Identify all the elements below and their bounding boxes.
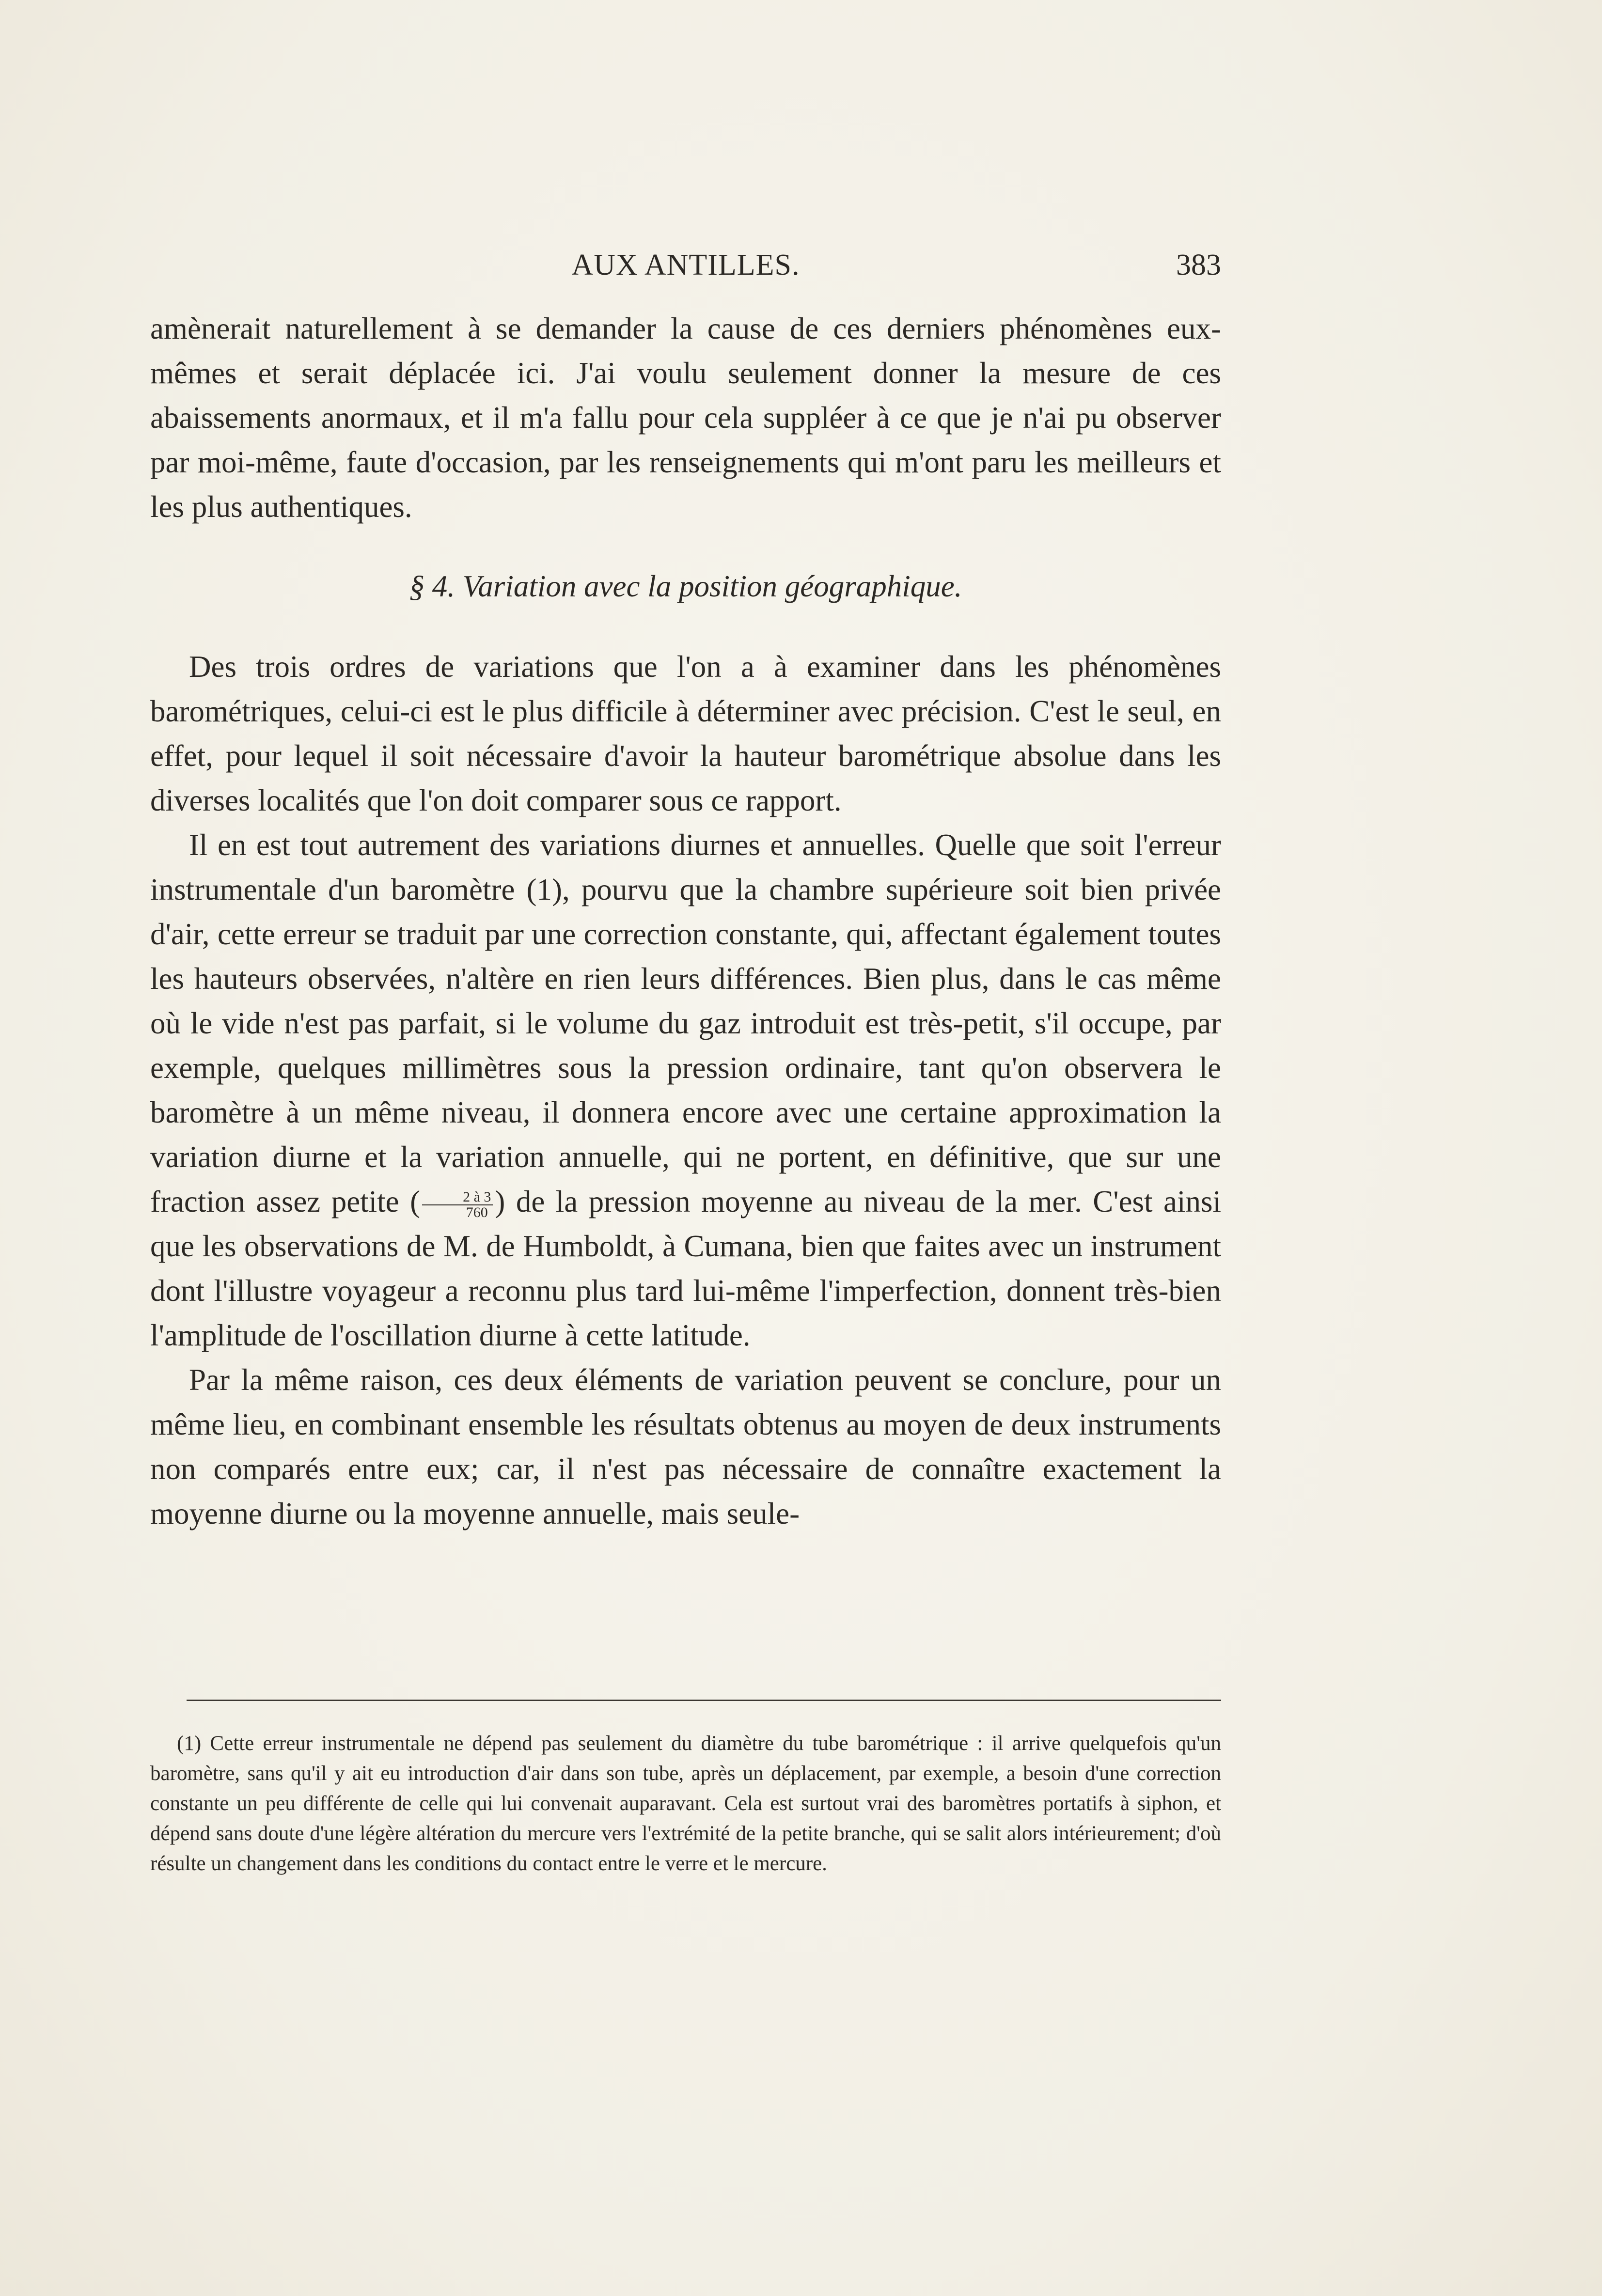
page-number: 383: [1176, 249, 1221, 281]
footnote: [150, 1729, 1221, 1879]
paragraph-with-fraction: [150, 823, 1221, 1358]
fraction-denominator: 760: [466, 1204, 488, 1220]
paragraph-text-start: Il en est tout autrement des variations diurnes et annuelles. Quelle que soit l'erreur instrumentale d'un baromètre (1), pourvu que la chambre supérieure soit bien privée d'air, cette erreur se traduit par une correction constante, qui, affectant également toutes les hauteurs observées, n'altère en rien leurs différences. Bien plus, dans le cas même où le vide n'est pas parfait, si le volume du gaz introduit est très-petit, s'il occupe, par exemple, quelques millimètres sous la pression ordinaire, tant qu'on observera le baromètre à un même niveau, il donnera encore avec une certaine approximation la variation diurne et la variation annuelle, qui ne portent, en définitive, que sur une fraction assez petite (: [150, 828, 1221, 1218]
footnote-rule: [187, 1700, 1221, 1701]
paragraph-text-end: ) de la pression moyenne au niveau de la mer. C'est ainsi que les observations de M. de Humboldt, à Cumana, bien que faites avec un instrument dont l'illustre voyageur a reconnu plus tard lui-même l'imperfection, donnent très-bien l'amplitude de l'oscillation diurne à cette latitude.: [150, 1185, 1221, 1352]
section-heading: § 4. Variation avec la position géographique.: [409, 569, 962, 603]
paragraph: Par la même raison, ces deux éléments de variation peuvent se conclure, pour un même lieu, en combinant ensemble les résultats obtenus au moyen de deux instruments non comparés entre eux; car, il n'est pas nécessaire de connaître exactement la moyenne diurne ou la moyenne annuelle, mais seule-: [150, 1363, 1221, 1531]
page-header: [150, 248, 1221, 292]
footnote-text: (1) Cette erreur instrumentale ne dépend pas seulement du diamètre du tube barométrique : il arrive quelquefois qu'un baromètre, sans qu'il y ait eu introduction d'air dans son tube, après un déplacement, par exemple, a besoin d'une correction constante un peu différente de celle qui lui convenait auparavant. Cela est surtout vrai des baromètres portatifs à siphon, et dépend sans doute d'une légère altération du mercure vers l'extrémité de la petite branche, qui se salit alors intérieurement; d'où résulte un changement dans les conditions du contact entre le verre et le mercure.: [150, 1732, 1221, 1875]
paragraph: Des trois ordres de variations que l'on a à examiner dans les phénomènes barométriques, celui-ci est le plus difficile à déterminer avec précision. C'est le seul, en effet, pour lequel il soit nécessaire d'avoir la hauteur barométrique absolue dans les diverses localités que l'on doit comparer sous ce rapport.: [150, 650, 1221, 817]
fraction-numerator: 2 à 3: [422, 1190, 493, 1205]
fraction: [422, 1190, 493, 1220]
body-text: [150, 306, 1221, 1536]
running-head: AUX ANTILLES.: [571, 249, 800, 281]
paragraph-continued: amènerait naturellement à se demander la cause de ces derniers phénomènes eux-mêmes et serait déplacée ici. J'ai voulu seulement donner la mesure de ces abaissements anormaux, et il m'a fallu pour cela suppléer à ce que je n'ai pu observer par moi-même, faute d'occasion, par les renseignements qui m'ont paru les meilleurs et les plus authentiques.: [150, 312, 1221, 524]
